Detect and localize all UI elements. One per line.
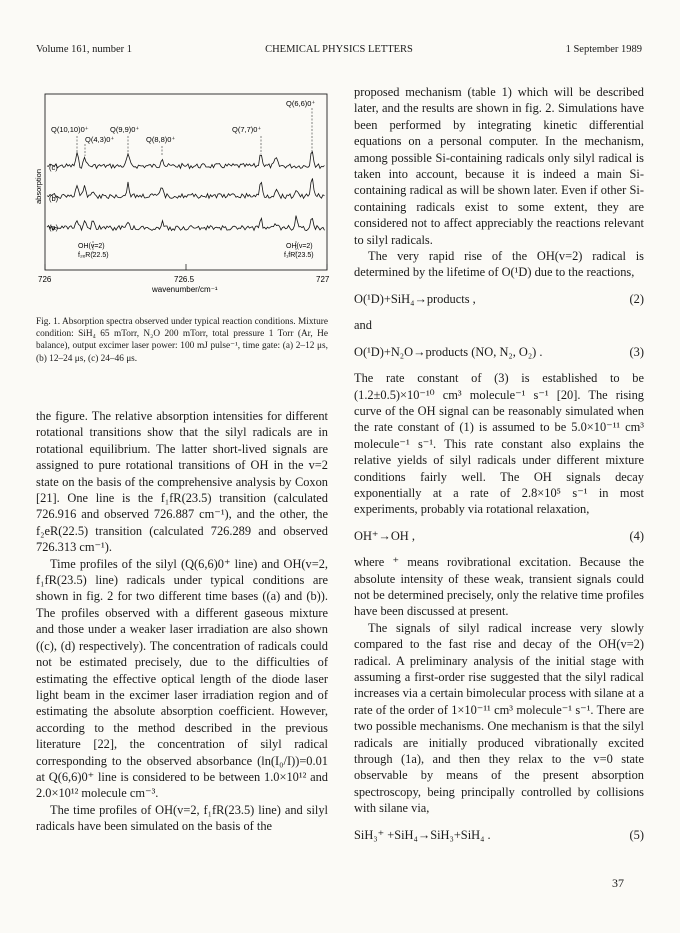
label-trace-a: (a) bbox=[49, 223, 59, 232]
label-oh-left-1: OH(v=2) bbox=[78, 243, 105, 250]
tick-727: 727 bbox=[316, 275, 330, 284]
label-oh-left-2: f₂ₑR(22.5) bbox=[78, 252, 109, 259]
journal-title: CHEMICAL PHYSICS LETTERS bbox=[265, 44, 413, 55]
equation-text: O(¹D)+N₂O→products (NO, N₂, O₂) . bbox=[354, 344, 543, 359]
left-column bbox=[36, 408, 328, 835]
y-axis-label: absorption bbox=[34, 168, 43, 204]
paragraph: Time profiles of the silyl (Q(6,6)0⁺ line) and OH(v=2, f₁fR(23.5) line) radicals under typical conditions are shown in fig. 2 for two different time bases ((a) and (b)). The profiles observed with a different gaseous mixture and those under a weaker laser irradiation are also shown ((c), (d) respectively). The concentration of radicals could not be estimated precisely, due to the difficulties of estimating the effective optical length of the diode laser light beam in the excimer laser irradiation region and of estimating the absolute absorption coefficient. However, according to the method described in the previous literature [22], the concentration of silyl radical corresponding to the observed absorbance (ln(I₀/I))=0.01 at Q(6,6)0⁺ line is considered to be between 1.0×10¹² and 2.0×10¹² molecule cm⁻³. bbox=[36, 556, 328, 801]
label-q88: Q(8,8)0⁺ bbox=[146, 135, 176, 144]
right-column bbox=[354, 84, 644, 853]
page-number: 37 bbox=[612, 876, 624, 890]
trace-b-line bbox=[47, 178, 325, 198]
paragraph: and bbox=[354, 318, 372, 333]
paragraph: The rate constant of (3) is established to be (1.2±0.5)×10⁻¹⁰ cm³ molecule⁻¹ s⁻¹ [20]. The rising curve of the OH signal can be reasonably simulated when the rate constant of (1) is assumed to be 5.0×10⁻¹¹ cm³ molecule⁻¹ s⁻¹. This rate constant also explains the relative yields of silyl radicals under different mixture conditions fairly well. The OH signals decay exponentially at a rate of 2.8×10⁵ s⁻¹ in most experiments, probably via rotational relaxation, bbox=[354, 371, 644, 517]
equation-5 bbox=[354, 827, 644, 843]
equation-4 bbox=[354, 528, 644, 544]
label-oh-right-2: f₁fR(23.5) bbox=[284, 252, 314, 259]
volume-label: Volume 161, number 1 bbox=[36, 44, 133, 55]
paragraph: The time profiles of OH(v=2, f₁fR(23.5) line) and silyl radicals have been simulated on the basis of the bbox=[36, 802, 328, 834]
label-q77: Q(7,7)0⁺ bbox=[232, 125, 262, 134]
tick-726: 726 bbox=[38, 275, 52, 284]
equation-number: (5) bbox=[629, 827, 644, 842]
tick-726-5: 726.5 bbox=[174, 275, 195, 284]
label-q1010: Q(10,10)0⁺ bbox=[51, 125, 89, 134]
label-oh-right-1: OH(v=2) bbox=[286, 243, 313, 250]
x-axis-label: wavenumber/cm⁻¹ bbox=[152, 285, 218, 294]
figure-1 bbox=[36, 84, 336, 296]
trace-a-line bbox=[47, 216, 325, 231]
label-q99: Q(9,9)0⁺ bbox=[110, 125, 140, 134]
equation-number: (4) bbox=[629, 528, 644, 543]
equation-text: O(¹D)+SiH₄→products , bbox=[354, 291, 476, 306]
x-ticks bbox=[45, 264, 327, 270]
equation-number: (3) bbox=[629, 344, 644, 359]
trace-c-line bbox=[47, 152, 325, 169]
issue-date: 1 September 1989 bbox=[565, 44, 642, 55]
label-trace-b: (b) bbox=[49, 194, 59, 203]
paragraph: proposed mechanism (table 1) which will be described later, and the results are shown in fig. 2. Simulations have been performed by integrating kinetic differential equations on a personal computer. In the mechanism, among possible Si-containing radicals only silyl radical is taken into account, because it is indeed a main Si-containing radical as will be shown later. Even if other Si-containing radicals exist to some extent, they are considered not to affect appreciably the reactions relevant to silyl radicals. bbox=[354, 85, 644, 247]
paragraph: where ⁺ means rovibrational excitation. Because the absolute intensity of these weak, transient signals could not be determined precisely, only the relative time profiles have been discussed at present. bbox=[354, 555, 644, 619]
label-trace-c: (c) bbox=[49, 163, 58, 172]
equation-3 bbox=[354, 344, 644, 360]
spectrum-plot bbox=[36, 84, 336, 296]
label-q43: Q(4,3)0⁺ bbox=[85, 135, 115, 144]
equation-text: OH⁺→OH , bbox=[354, 528, 415, 543]
figure-caption: Fig. 1. Absorption spectra observed under typical reaction conditions. Mixture condition: SiH₄ 65 mTorr, N₂O 200 mTorr, total pressure 1 Torr (Ar, He balance), output excimer laser power: 100 mJ pulse⁻¹, time gate: (a) 2–12 μs, (b) 12–24 μs, (c) 24–46 μs. bbox=[36, 317, 328, 364]
equation-2 bbox=[354, 291, 644, 307]
equation-number: (2) bbox=[629, 291, 644, 306]
equation-text: SiH₃⁺ +SiH₄→SiH₃+SiH₄ . bbox=[354, 827, 491, 842]
paragraph: the figure. The relative absorption intensities for different rotational transitions show that the silyl radicals are in rotational equilibrium. The latter short-lived signals are assigned to pure rotational transitions of OH in the v=2 state on the basis of the comprehensive analysis by Coxon [21]. One line is the f₁fR(23.5) transition (calculated 726.916 and observed 726.887 cm⁻¹), and the other, the f₂eR(22.5) transition (calculated 726.289 and observed 726.313 cm⁻¹). bbox=[36, 409, 328, 555]
paragraph: The very rapid rise of the OH(v=2) radical is determined by the lifetime of O(¹D) due to the reactions, bbox=[354, 249, 644, 280]
label-q66: Q(6,6)0⁺ bbox=[286, 99, 316, 108]
paragraph: The signals of silyl radical increase very slowly compared to the fast rise and decay of the OH(v=2) radical. A preliminary analysis of the initial stage with assuming a first-order rise suggested that the silyl radical increases via a certain bimolecular process with silane at a rate of the order of 1×10⁻¹¹ cm³ molecule⁻¹ s⁻¹. There are two possible mechanisms. One mechanism is that the silyl radicals are initially produced vibrationally excited through (1a), and then they relax to the v=0 state observable by means of the present absorption spectroscopy, being principally controlled by collisions with silane via, bbox=[354, 620, 644, 816]
